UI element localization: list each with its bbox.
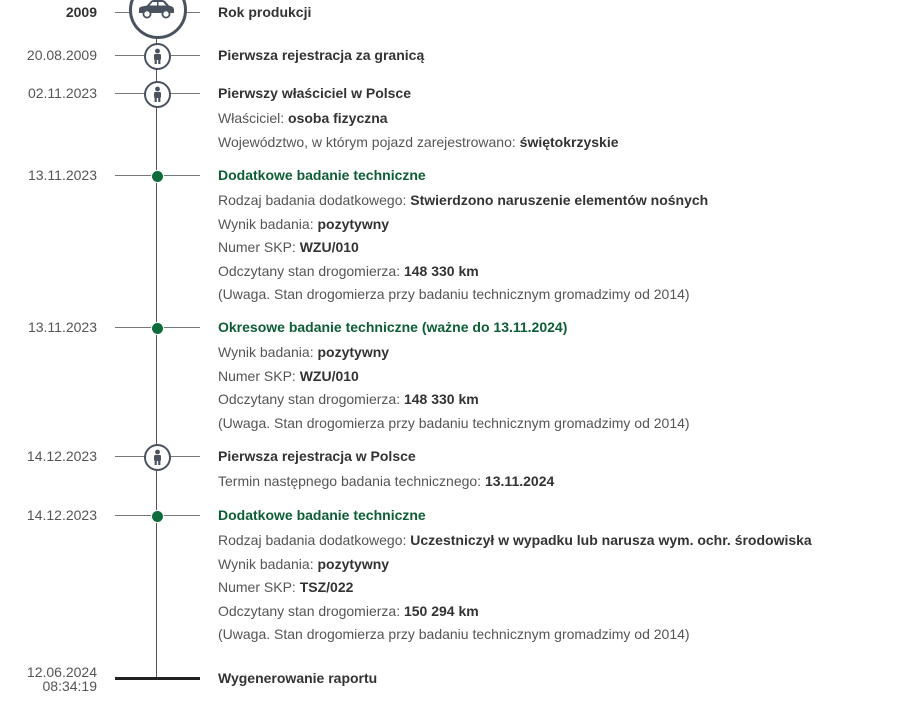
detail-row xyxy=(218,529,812,553)
person-icon xyxy=(144,81,171,108)
detail-row xyxy=(218,107,619,131)
detail-note xyxy=(218,283,708,307)
detail-label: Numer SKP: xyxy=(218,239,300,255)
dot-icon xyxy=(151,322,164,335)
detail-value: pozytywny xyxy=(317,344,390,360)
detail-row xyxy=(218,388,690,412)
detail-label: (Uwaga. Stan drogomierza przy badaniu technicznym gromadzimy od 2014) xyxy=(218,626,690,642)
detail-value: pozytywny xyxy=(317,555,390,572)
detail-row xyxy=(218,576,812,600)
person-icon xyxy=(144,444,171,471)
detail-row xyxy=(218,236,708,260)
detail-value: świętokrzyskie xyxy=(519,133,619,150)
detail-label: Numer SKP: xyxy=(218,367,300,384)
detail-value: 148 330 km xyxy=(403,391,479,407)
detail-label: Rodzaj badania dodatkowego: xyxy=(218,532,411,548)
detail-row xyxy=(218,600,812,624)
event-details xyxy=(218,189,708,307)
detail-value: osoba fizyczna xyxy=(288,110,388,126)
detail-value: Uczestniczył w wypadku lub narusza wym. ochr. środowiska xyxy=(410,532,812,548)
detail-row xyxy=(218,131,619,155)
event-title: Dodatkowe badanie techniczne xyxy=(218,167,426,183)
event-date-time: 08:34:19 xyxy=(42,678,97,694)
car-icon xyxy=(129,0,187,39)
event-date-day: 12.06.2024 xyxy=(26,664,97,680)
event-date: 02.11.2023 xyxy=(27,85,97,101)
detail-row xyxy=(218,553,812,577)
event-details xyxy=(218,529,812,647)
detail-value: 150 294 km xyxy=(403,602,479,619)
event-date: 14.12.2023 xyxy=(26,507,97,523)
detail-row xyxy=(218,260,708,284)
event-details xyxy=(218,470,554,494)
timeline-axis xyxy=(156,20,157,679)
event-date: 14.12.2023 xyxy=(26,448,97,464)
detail-label: (Uwaga. Stan drogomierza przy badaniu technicznym gromadzimy od 2014) xyxy=(218,414,690,431)
event-date: 13.11.2023 xyxy=(27,319,97,335)
event-details xyxy=(218,341,690,435)
event-date: 13.11.2023 xyxy=(27,167,97,183)
detail-value: WZU/010 xyxy=(299,239,359,255)
detail-note xyxy=(218,412,690,436)
detail-row xyxy=(218,213,708,237)
detail-row xyxy=(218,341,690,365)
event-title: Okresowe badanie techniczne (ważne do 13.11.2024) xyxy=(218,319,568,335)
detail-label: Rodzaj badania dodatkowego: xyxy=(218,192,411,208)
detail-value: 13.11.2024 xyxy=(484,473,555,489)
dot-icon xyxy=(151,170,164,183)
detail-row xyxy=(218,189,708,213)
event-date xyxy=(27,665,97,693)
dot-icon xyxy=(151,510,164,523)
detail-value: pozytywny xyxy=(317,215,390,232)
person-icon xyxy=(144,43,171,70)
detail-label: Województwo, w którym pojazd zarejestrowano: xyxy=(218,133,520,150)
event-title: Dodatkowe badanie techniczne xyxy=(218,507,426,523)
event-title: Pierwsza rejestracja w Polsce xyxy=(218,448,416,464)
detail-label: Wynik badania: xyxy=(218,344,318,360)
detail-label: Odczytany stan drogomierza: xyxy=(218,262,404,279)
detail-value: WZU/010 xyxy=(299,367,359,384)
detail-note xyxy=(218,623,812,647)
event-title: Pierwszy właściciel w Polsce xyxy=(218,85,411,101)
detail-value: 148 330 km xyxy=(403,262,479,279)
detail-value: TSZ/022 xyxy=(299,579,354,595)
event-title: Pierwsza rejestracja za granicą xyxy=(218,47,425,63)
detail-label: Odczytany stan drogomierza: xyxy=(218,391,404,407)
detail-label: Termin następnego badania technicznego: xyxy=(218,473,485,489)
event-date: 2009 xyxy=(65,4,97,20)
detail-label: Wynik badania: xyxy=(218,215,318,232)
event-title: Rok produkcji xyxy=(218,4,312,20)
detail-label: Wynik badania: xyxy=(218,555,318,572)
detail-label: Odczytany stan drogomierza: xyxy=(218,602,404,619)
event-date: 20.08.2009 xyxy=(26,47,97,63)
event-title: Wygenerowanie raportu xyxy=(218,670,378,686)
detail-label: Numer SKP: xyxy=(218,579,300,595)
end-bar-icon xyxy=(115,677,200,680)
detail-label: Właściciel: xyxy=(218,110,289,126)
detail-value: Stwierdzono naruszenie elementów nośnych xyxy=(410,192,709,208)
event-details xyxy=(218,107,619,154)
detail-row xyxy=(218,470,554,494)
detail-row xyxy=(218,365,690,389)
detail-label: (Uwaga. Stan drogomierza przy badaniu technicznym gromadzimy od 2014) xyxy=(218,286,690,302)
